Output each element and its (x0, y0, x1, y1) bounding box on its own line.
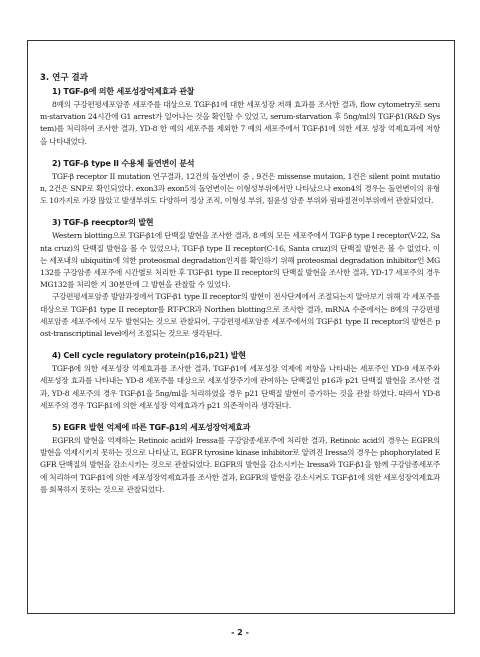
content-frame (27, 40, 455, 614)
subsection-title: 5) EGFR 발현 억제에 따른 TGF-β1의 세포성장억제효과 (52, 423, 251, 433)
paragraph: Western blotting으로 TGF-β1에 단백질 발현을 조사한 결과, 8 예의 모든 세포주에서 TGF-β type I receptor(V-22, Santa cruz)의 단백질 발현을 볼 수 있었으나, TGF-β type II receptor(C-16, Santa cruz)의 단백질 발현은 볼 수 없었다. 이는 세포내의 ubiquitin에 의한 proteosmal degradation인지를 확인하기 위해 proteosmal degradation inhibitor인 MG132를 구강암종 세포주에 시간별로 처리한 후 TGF-β1 type II receptor의 단백질 발현을 조사한 결과, YD-17 세포주의 경우 MG132를 처리한 지 30분만에 그 발현을 관찰할 수 있었다. (40, 231, 440, 290)
subsection-1 (40, 86, 440, 148)
subsection-5 (40, 422, 440, 496)
page-number: - 2 - (231, 628, 249, 637)
subsection-title: 4) Cell cycle regulatory protein(p16,p21) 발현 (52, 351, 246, 361)
subsection-title: 2) TGF-β type II 수용체 돌연변이 분석 (52, 158, 195, 168)
subsection-4 (40, 350, 440, 412)
paragraph: TGF-β receptor II mutation 연구결과, 12건의 돌연변이 중 , 9건은 missense mutaion, 1건은 silent point mutation, 2건은 SNP로 확인되었다. exon3과 exon5의 돌연변이는 이형성부위에서만 나타났으나 exon4의 경우는 돌연변이의 유형도 10가지로 가장 많았고 발생부위도 다양하여 정상 조직, 이형성 부위, 침윤성 암종 부위와 림파절전이부위에서 관찰되었다. (40, 171, 440, 206)
paragraph: 구강편평세포암종 발암과정에서 TGF-β1 type II receptor의 발현이 전사단계에서 조절되는지 알아보기 위해 각 세포주를 대상으로 TGF-β1 type II receptor를 RT-PCR과 Northen blotting으로 조사한 결과, mRNA 수준에서는 8예의 구강편평세포암종 세포주에서 모두 발현되는 것으로 관찰되어, 구강편평세포암종 세포주에서의 TGF-β1 type II receptor의 발현은 post-transcriptinal level에서 조절되는 것으로 생각된다. (40, 292, 440, 339)
subsection-2 (40, 158, 440, 208)
paragraph: TGF-β에 의한 세포성장 억제효과를 조사한 결과, TGF-β1에 세포성장 억제에 저항을 나타내는 세포주인 YD-9 세포주와 세포성장 효과를 나타내는 YD-8 세포주를 대상으로 세포성장주기에 관여하는 단백질인 p16과 p21 단백질 발현을 조사한 결과, YD-8 세포주의 경우 TGF-β1을 5ng/ml을 처리하였을 경우 p21 단백질 발현이 증가하는 것을 관찰 하였다. 따라서 YD-8 세포주의 경우 TGF-β1에 의한 세포성장 억제효과가 p21 의존적이라 생각된다. (40, 364, 440, 410)
paragraph: EGFR의 발현을 억제하는 Retinoic acid와 Iressa를 구강암종세포주에 처리한 결과, Retinoic acid의 경우는 EGFR의 발현을 억제시키지 못하는 것으로 나타났고, EGFR tyrosine kinase inhibitor로 알려진 Iressa의 경우는 phophorylated EGFR 단백질의 발현을 감소시키는 것으로 관찰되었다. EGFR의 발현을 감소시키는 Iressa와 TGF-β1을 함께 구강암종세포주에 처리하여 TGF-β1에 의한 세포성장억제효과를 조사한 결과, EGFR의 발현을 감소시켜도 TGF-β1에 의한 세포성장억제효과를 회복하지 못하는 것으로 관찰되었다. (40, 436, 441, 494)
section-title: 3. 연구 결과 (40, 73, 88, 83)
subsection-title: 1) TGF-β에 의한 세포성장억제효과 관찰 (52, 87, 195, 96)
subsection-3 (40, 217, 440, 340)
subsection-title: 3) TGF-β reecptor의 발현 (52, 218, 154, 228)
paragraph: 8예의 구강편평세포암종 세포주를 대상으로 TGF-β1에 대한 세포성장 저해 효과를 조사한 결과, flow cytometry로 serum-starvation 24시간에 G1 arrest가 일어나는 것을 확인할 수 있었고, serum-starvation 후 5ng/ml의 TGF-β1(R&D System)를 처리하여 조사한 결과, YD-8 한 예의 세포주를 제외한 7 예의 세포주에서 TGF-β1에 의한 세포 성장 억제효과에 저항을 나타내었다. (40, 100, 440, 146)
